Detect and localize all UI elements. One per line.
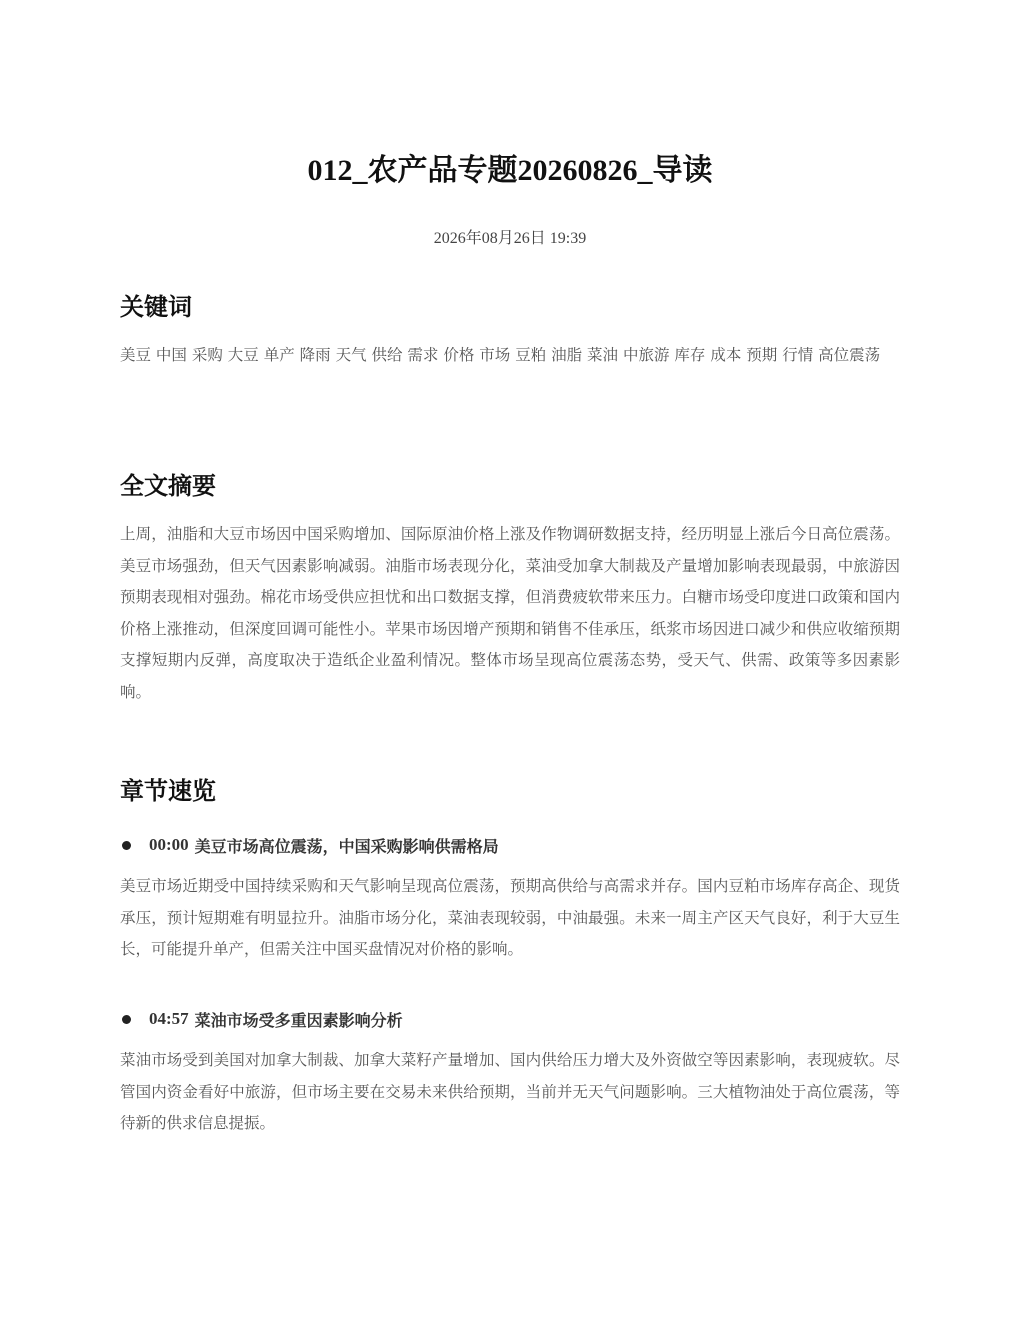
summary-text: 上周，油脂和大豆市场因中国采购增加、国际原油价格上涨及作物调研数据支持，经历明显上涨后今日高位震荡。美豆市场强劲，但天气因素影响减弱。油脂市场表现分化，菜油受加拿大制裁及产量增加影响表现最弱，中旅游因预期表现相对强劲。棉花市场受供应担忧和出口数据支撑，但消费疲软带来压力。白糖市场受印度进口政策和国内价格上涨推动，但深度回调可能性小。苹果市场因增产预期和销售不佳承压，纸浆市场因进口减少和供应收缩预期支撑短期内反弹，高度取决于造纸企业盈利情况。整体市场呈现高位震荡态势，受天气、供需、政策等多因素影响。 — [120, 525, 900, 701]
keywords-text: 美豆 中国 采购 大豆 单产 降雨 天气 供给 需求 价格 市场 豆粕 油脂 菜油 中旅游 库存 成本 预期 行情 高位震荡 — [120, 346, 881, 364]
chapter-item-header — [120, 1006, 900, 1032]
document-title: 012_农产品专题20260826_导读 — [307, 154, 713, 187]
chapter-item-header — [120, 832, 900, 858]
chapter-timestamp: 04:57 — [149, 1009, 189, 1028]
keywords-heading: 关键词 — [120, 293, 192, 321]
chapter-text: 美豆市场近期受中国持续采购和天气影响呈现高位震荡，预期高供给与高需求并存。国内豆粕市场库存高企、现货承压，预计短期难有明显拉升。油脂市场分化，菜油表现较弱，中油最强。未来一周主产区天气良好，利于大豆生长，可能提升单产，但需关注中国买盘情况对价格的影响。 — [120, 877, 900, 958]
chapter-text: 菜油市场受到美国对加拿大制裁、加拿大菜籽产量增加、国内供给压力增大及外资做空等因素影响，表现疲软。尽管国内资金看好中旅游，但市场主要在交易未来供给预期，当前并无天气问题影响。三大植物油处于高位震荡，等待新的供求信息提振。 — [120, 1051, 900, 1132]
bullet-icon — [122, 841, 131, 850]
document-date: 2026年08月26日 19:39 — [433, 230, 587, 247]
bullet-icon — [122, 1015, 131, 1024]
chapter-title: 菜油市场受多重因素影响分析 — [194, 1010, 403, 1030]
chapter-title: 美豆市场高位震荡，中国采购影响供需格局 — [194, 836, 499, 856]
chapters-heading: 章节速览 — [120, 777, 216, 805]
chapter-timestamp: 00:00 — [149, 835, 189, 854]
summary-heading: 全文摘要 — [120, 472, 216, 500]
